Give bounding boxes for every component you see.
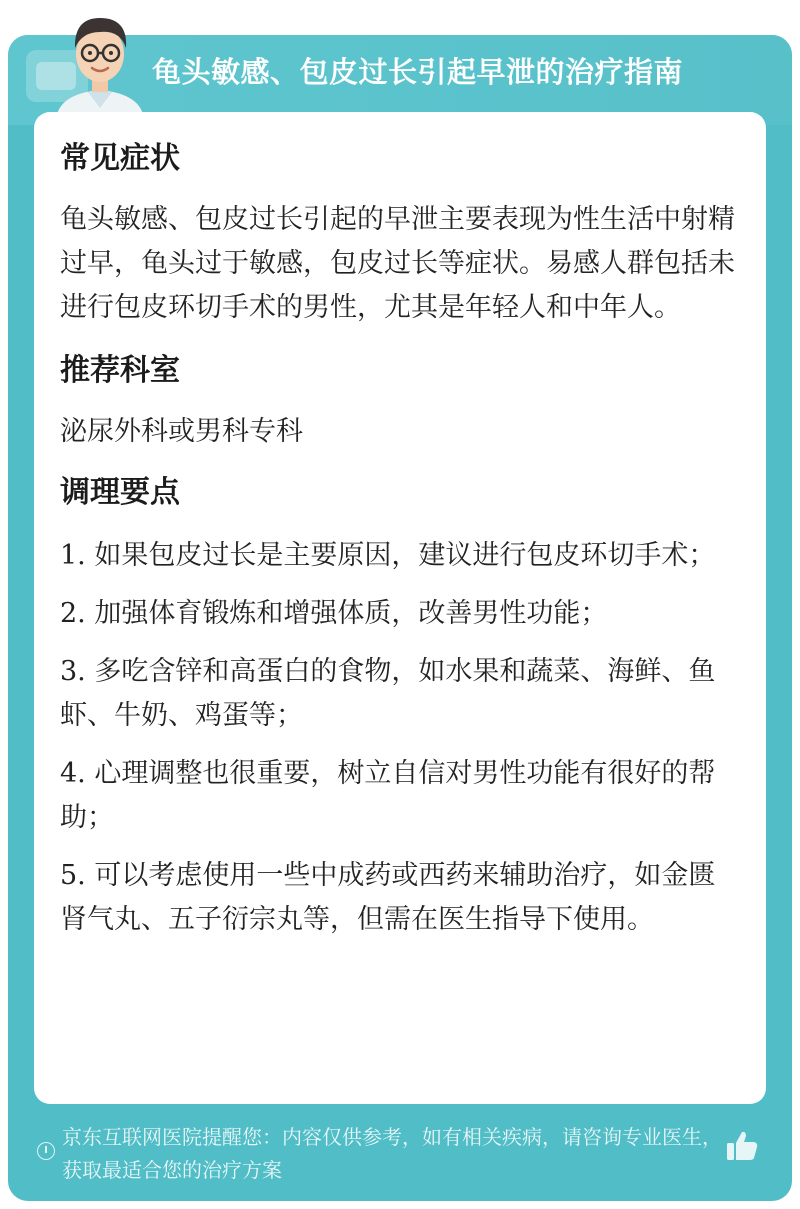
symptoms-text: 龟头敏感、包皮过长引起的早泄主要表现为性生活中射精过早，龟头过于敏感，包皮过长等症状。易感人群包括未进行包皮环切手术的男性，尤其是年轻人和中年人。	[60, 204, 735, 323]
info-icon	[37, 1142, 55, 1160]
list-item: 2. 加强体育锻炼和增强体质，改善男性功能；	[60, 598, 608, 629]
list-item: 3. 多吃含锌和高蛋白的食物，如水果和蔬菜、海鲜、鱼虾、牛奶、鸡蛋等；	[60, 656, 716, 731]
list-item: 5. 可以考虑使用一些中成药或西药来辅助治疗，如金匮肾气丸、五子衍宗丸等，但需在医生指导下使用。	[60, 860, 716, 935]
thumbs-up-icon[interactable]	[724, 1128, 760, 1164]
content-card	[34, 112, 766, 1104]
list-item: 1. 如果包皮过长是主要原因，建议进行包皮环切手术；	[60, 540, 716, 571]
department-text: 泌尿外科或男科专科	[60, 416, 303, 447]
section-title-department: 推荐科室	[60, 353, 180, 388]
section-title-care: 调理要点	[60, 475, 180, 510]
footer-notice: 京东互联网医院提醒您：内容仅供参考，如有相关疾病，请咨询专业医生，获取最适合您的治疗方案	[62, 1125, 722, 1182]
list-item: 4. 心理调整也很重要，树立自信对男性功能有很好的帮助；	[60, 758, 716, 833]
section-title-symptoms: 常见症状	[60, 141, 180, 176]
page-title: 龟头敏感、包皮过长引起早泄的治疗指南	[152, 55, 684, 89]
doctor-avatar	[48, 8, 152, 120]
